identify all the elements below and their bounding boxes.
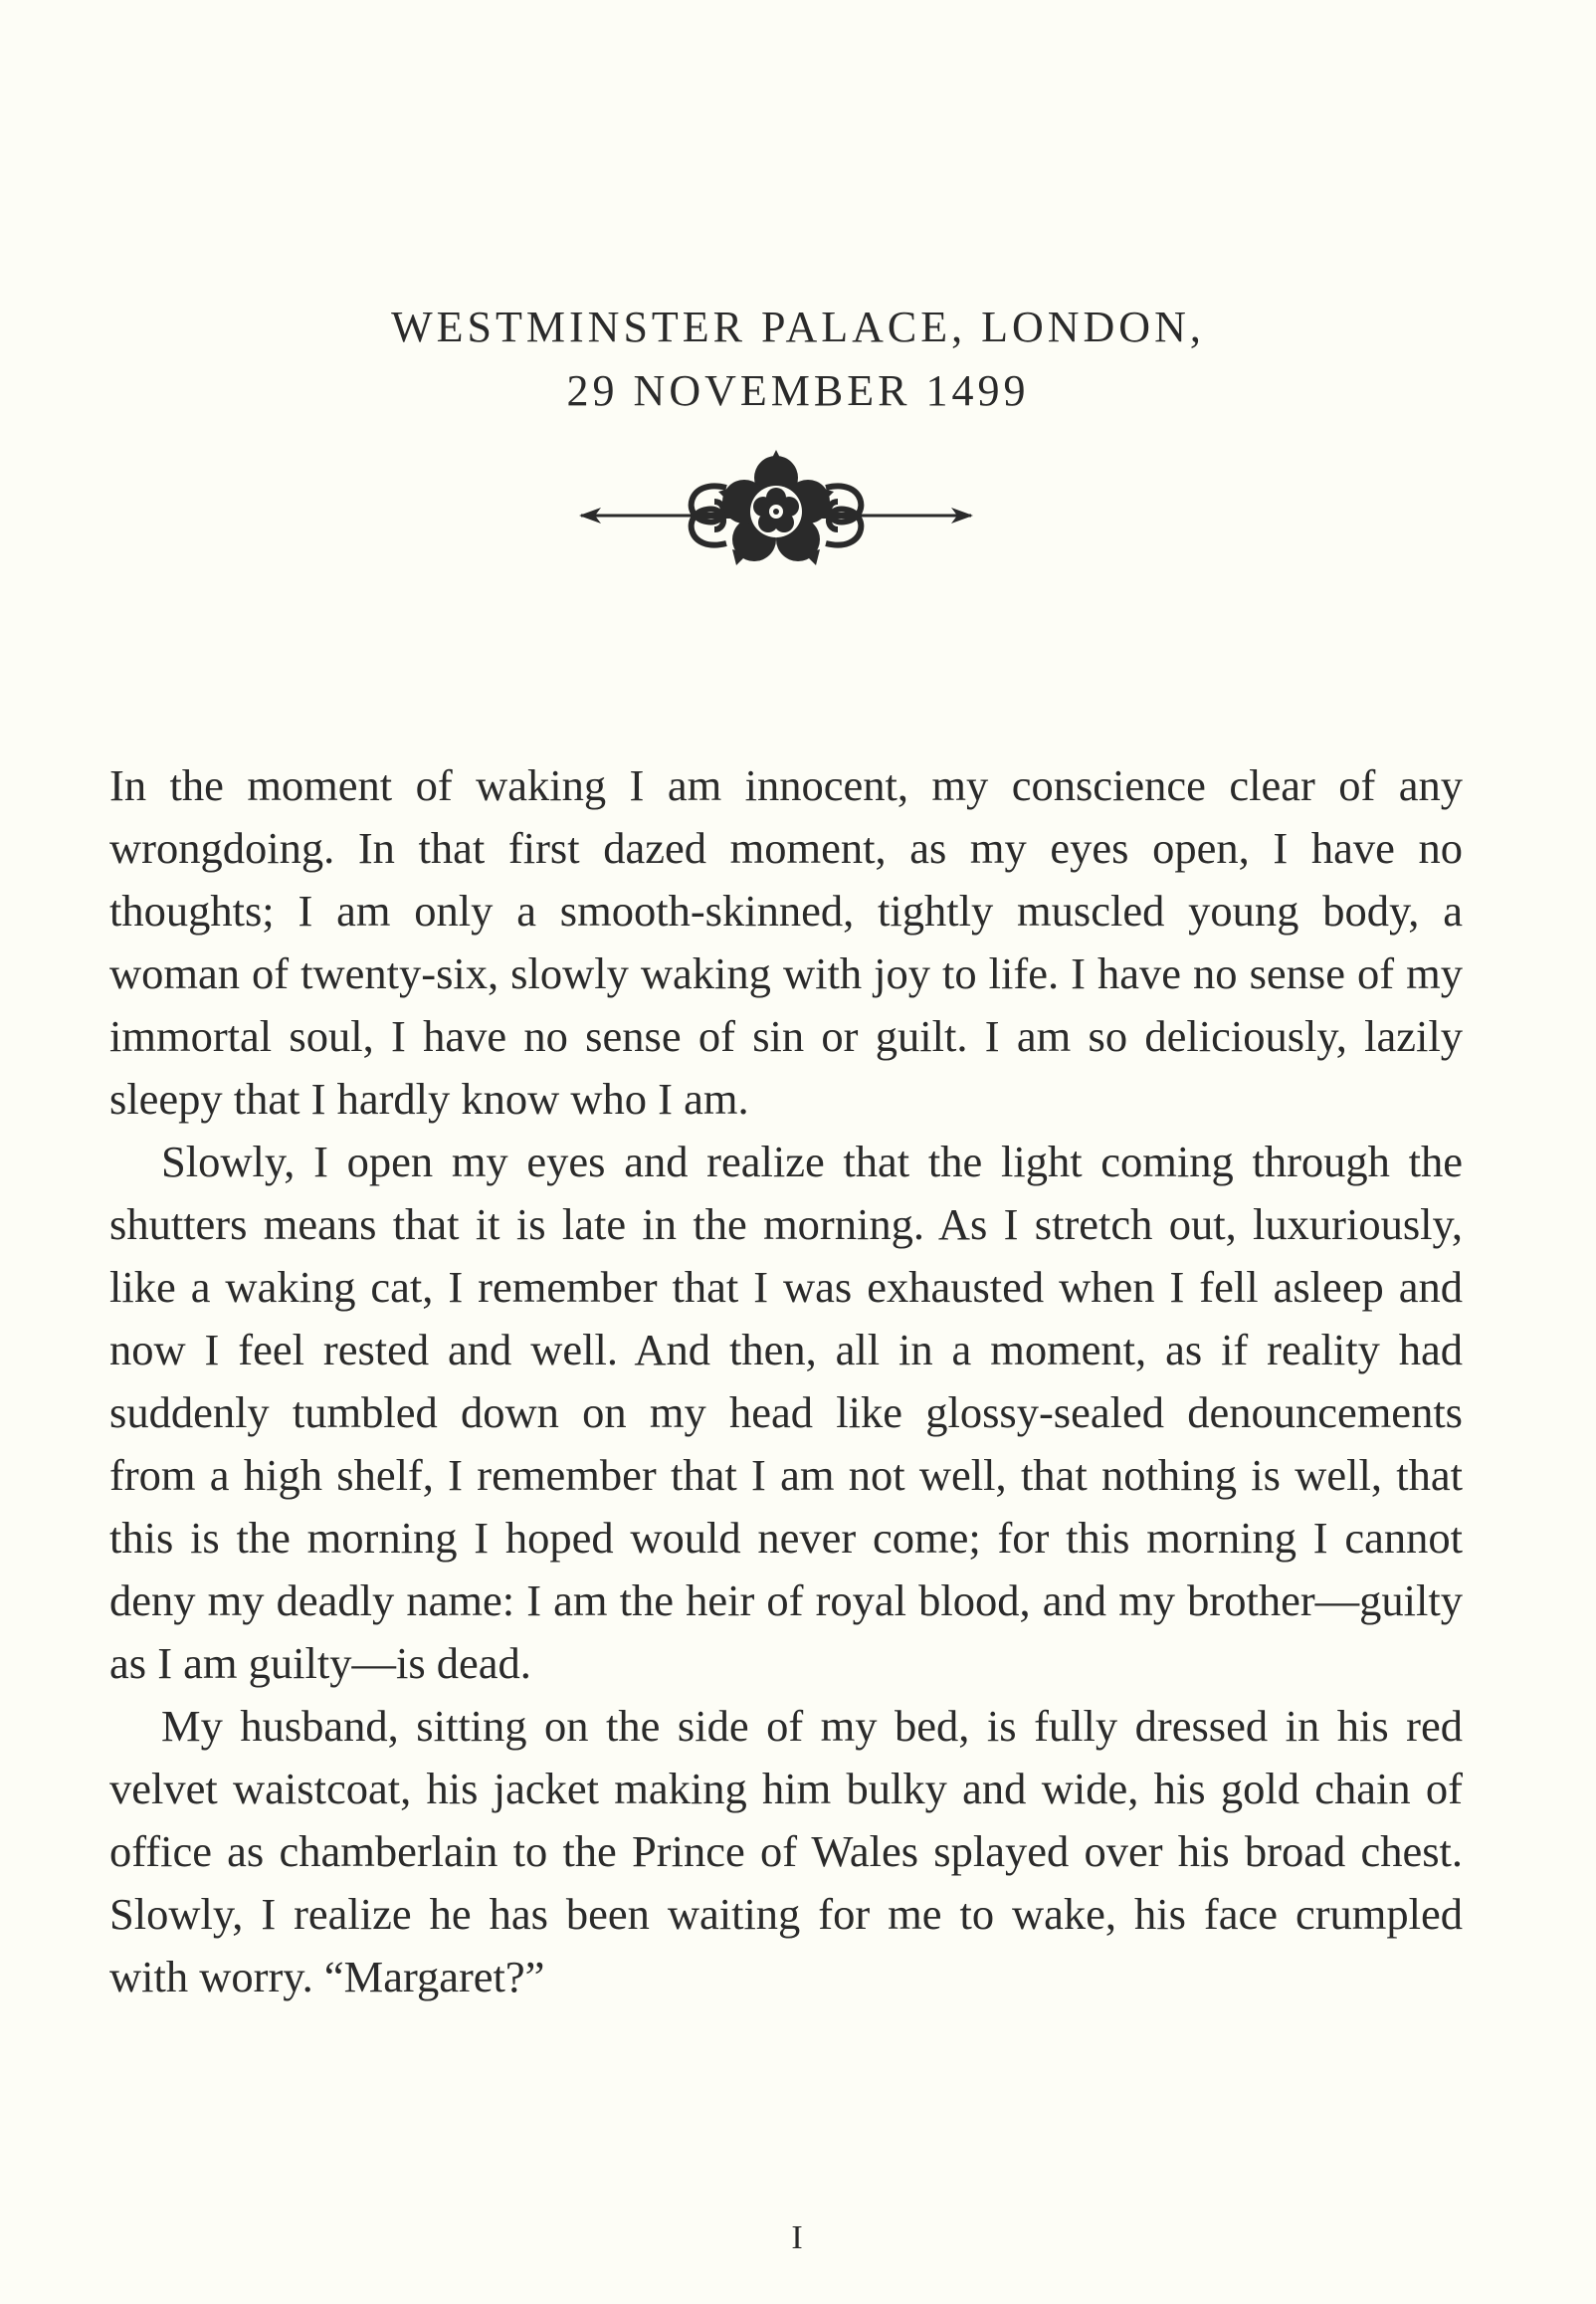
tudor-rose-ornament-icon <box>577 448 975 577</box>
page-number: I <box>791 2219 805 2256</box>
heading-place: WESTMINSTER PALACE, LONDON, <box>391 303 1205 352</box>
paragraph-2: Slowly, I open my eyes and realize that the light coming through the shutters means that it is late in the morning. As I stretch out, luxuriously, like a waking cat, I remember that I was exhausted when I fell asleep and now I feel rested and well. And then, all in a moment, as if reality had suddenly tumbled down on my head like glossy-sealed denouncements from a high shelf, I remember that I am not well, that nothing is well, that this is the morning I hoped would never come; for this morning I cannot deny my deadly name: I am the heir of royal blood, and my brother—guilty as I am guilty—is dead. <box>109 1137 1463 1688</box>
paragraph-1: In the moment of waking I am innocent, my conscience clear of any wrongdoing. In that first dazed moment, as my eyes open, I have no thoughts; I am only a smooth-skinned, tightly muscled young body, a woman of twenty-six, slowly waking with joy to life. I have no sense of my immortal soul, I have no sense of sin or guilt. I am so deliciously, lazily sleepy that I hardly know who I am. <box>109 760 1463 1124</box>
body-text <box>109 754 1463 2008</box>
heading-date: 29 NOVEMBER 1499 <box>566 366 1030 416</box>
chapter-heading <box>0 296 1596 423</box>
paragraph-3: My husband, sitting on the side of my bed, is fully dressed in his red velvet waistcoat, his jacket making him bulky and wide, his gold chain of office as chamberlain to the Prince of Wales splayed over his broad chest. Slowly, I realize he has been waiting for me to wake, his face crumpled with worry. “Margaret?” <box>109 1701 1463 2001</box>
